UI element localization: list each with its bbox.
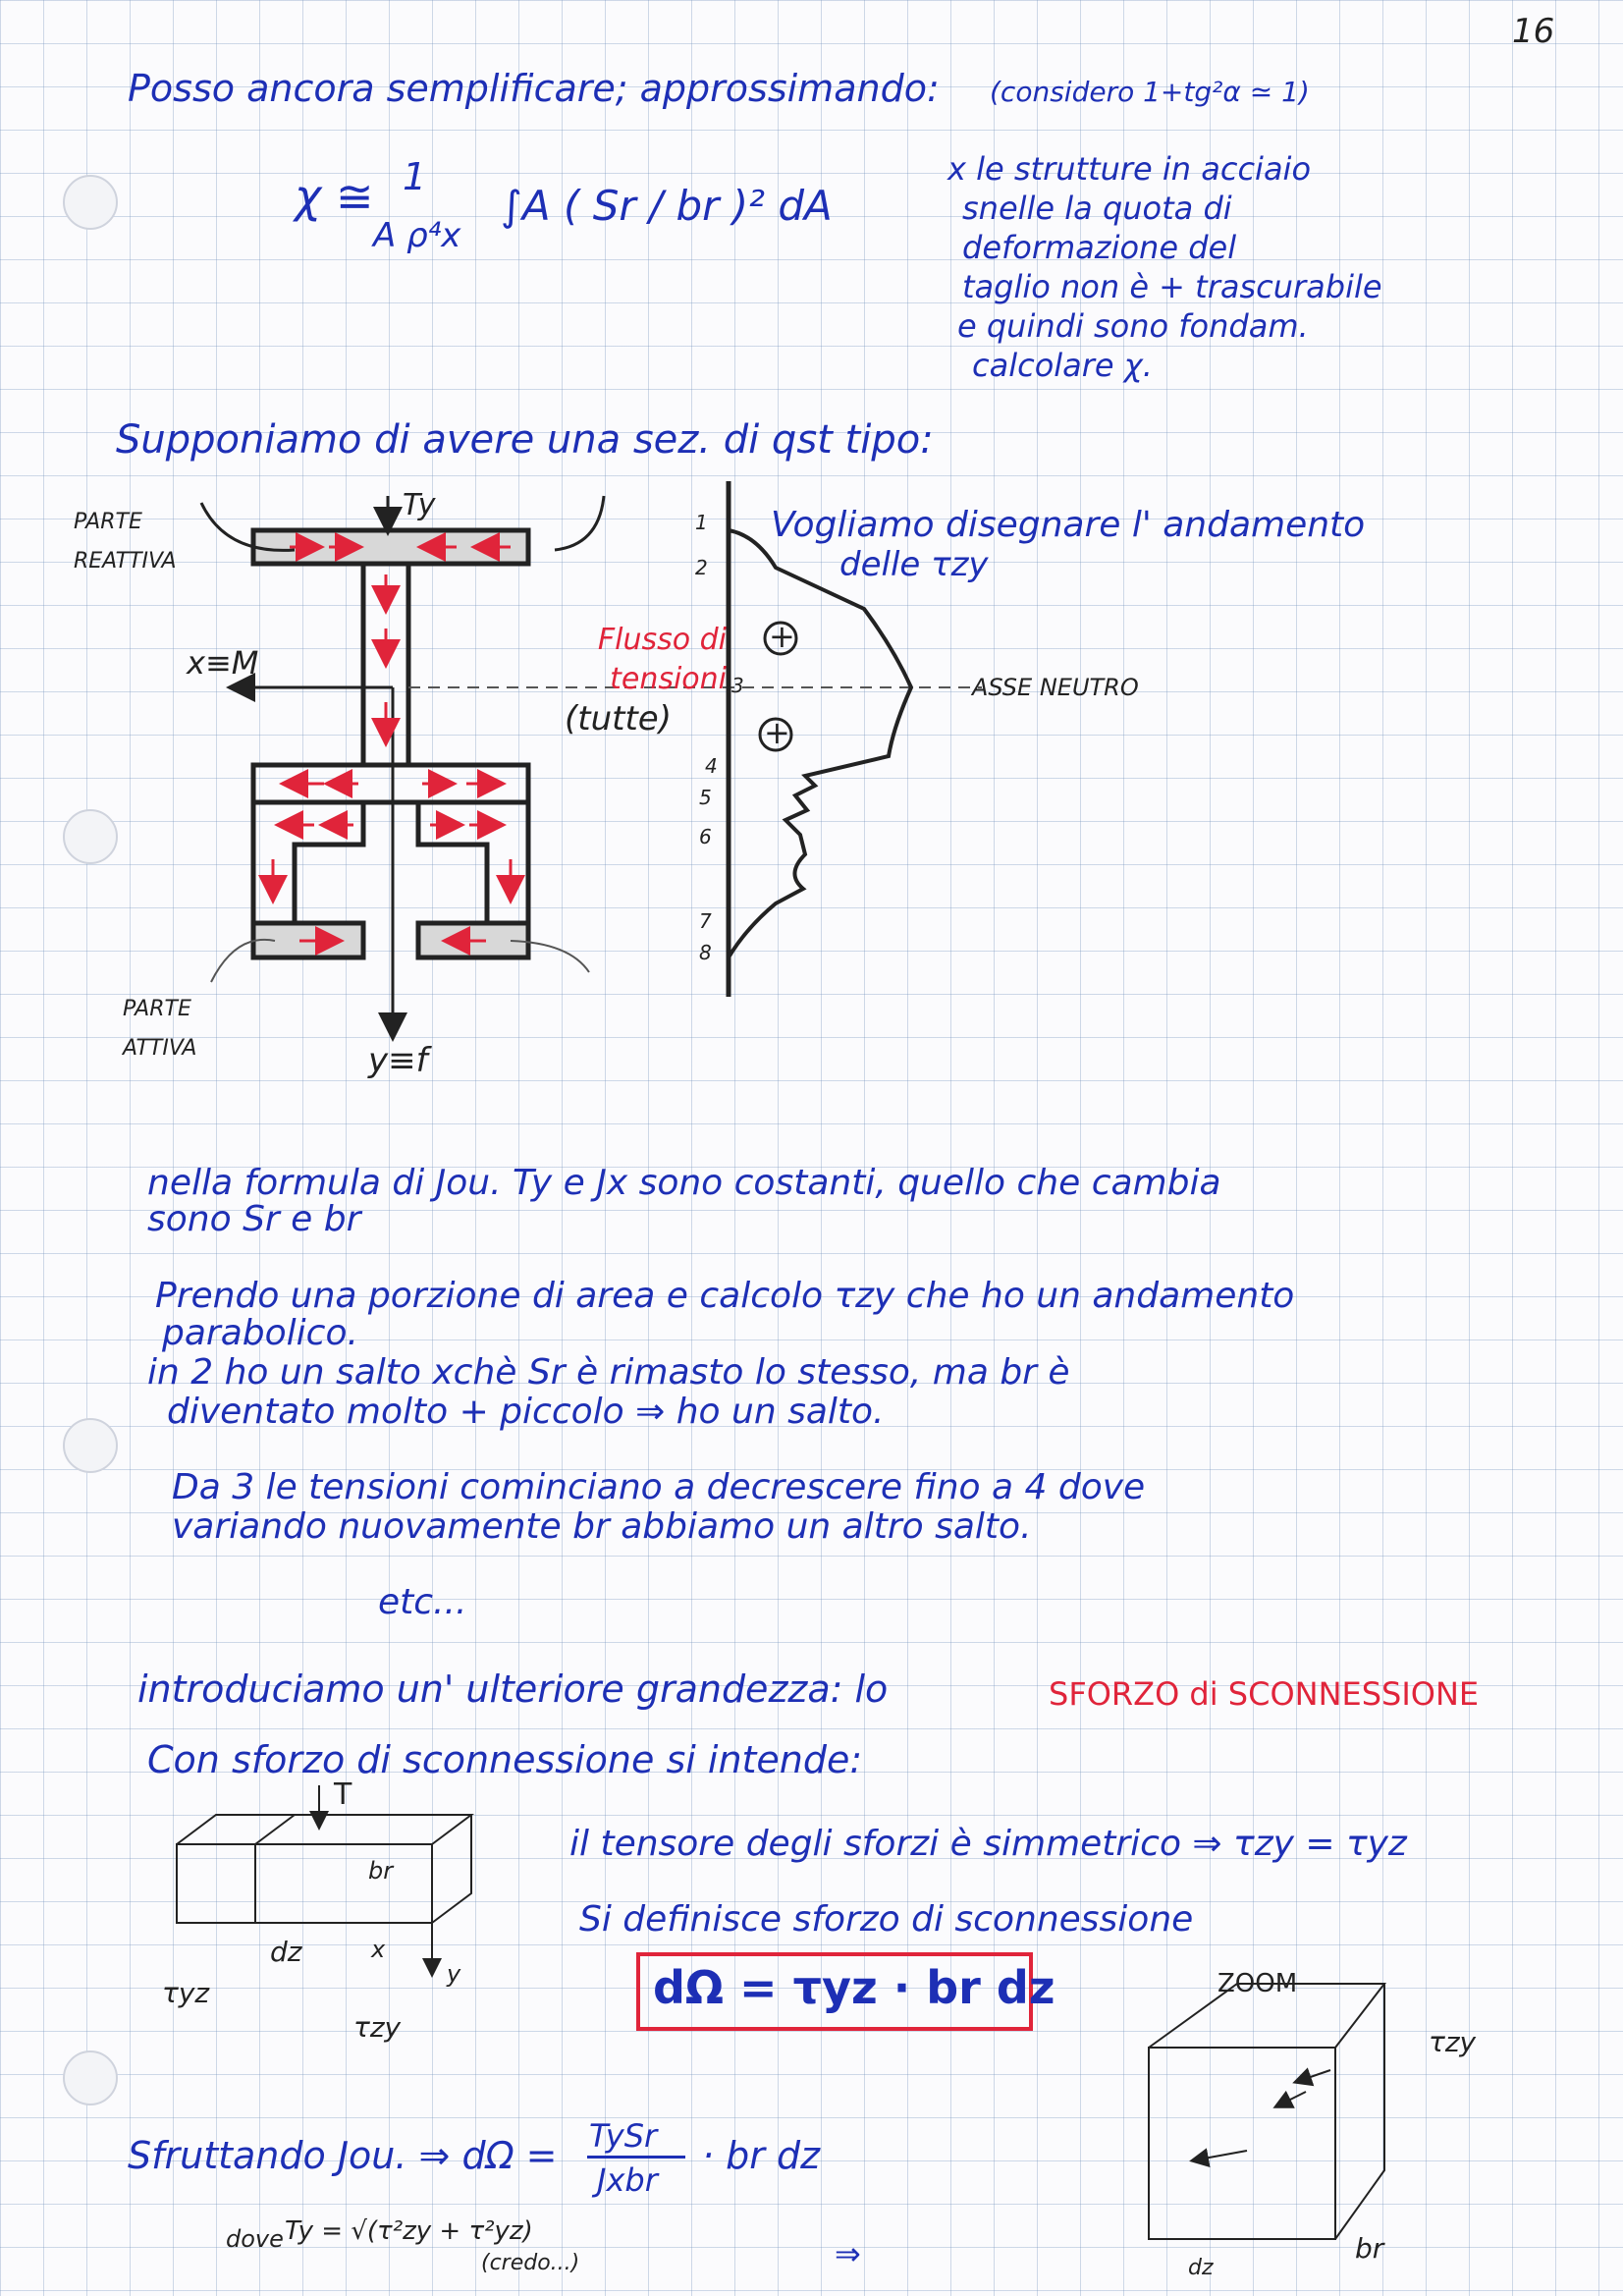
plus-2: +	[764, 714, 790, 751]
zoom-arrow	[1296, 2070, 1330, 2082]
steel-note-line: snelle la quota di	[962, 190, 1232, 227]
tau-distribution	[729, 530, 911, 957]
label-reactive: PARTE REATTIVA	[74, 510, 177, 574]
tensor-line: il tensore degli sforzi è simmetrico ⇒ τzy = τyz	[569, 1824, 1407, 1864]
boxed-formula: dΩ = τyz · br dz	[653, 1961, 1055, 2014]
steel-note-line: e quindi sono fondam.	[957, 307, 1309, 345]
flux-title: Flusso di tensioni	[597, 623, 727, 696]
exploit-frac-den: Jxbr	[597, 2161, 658, 2199]
point-label: 6	[699, 825, 712, 848]
point-label: 4	[705, 754, 718, 778]
para1-line: nella formula di Jou. Ty e Jx sono costanti, quello che cambia	[147, 1163, 1221, 1203]
define-line: Si definisce sforzo di sconnessione	[579, 1899, 1194, 1940]
point-label: 5	[699, 786, 712, 809]
chi-lhs: χ ≅	[295, 170, 374, 223]
zoom-arrow	[1276, 2092, 1306, 2106]
intro-line: Posso ancora semplificare; approssimando:	[128, 67, 940, 110]
zoom-arrow	[1193, 2151, 1247, 2160]
sketch-dz: dz	[270, 1936, 302, 1968]
fraction-bar	[587, 2156, 685, 2159]
want-draw: Vogliamo disegnare l' andamento	[771, 505, 1366, 545]
para1-line: sono Sr e br	[147, 1199, 361, 1239]
exploit-frac-num: TySr	[589, 2117, 658, 2155]
para2-line: diventato molto + piccolo ⇒ ho un salto.	[167, 1392, 885, 1432]
exploit-line: Sfruttando Jou. ⇒ dΩ =	[128, 2134, 558, 2177]
label-ty: Ty	[403, 488, 436, 522]
para2-line: parabolico.	[162, 1313, 358, 1353]
para3-line: variando nuovamente br abbiamo un altro salto.	[172, 1506, 1032, 1547]
para3-line: Da 3 le tensioni cominciano a decrescere fino a 4 dove	[172, 1467, 1146, 1507]
intro-note: (considero 1+tg²α ≃ 1)	[990, 76, 1310, 108]
para2-line: in 2 ho un salto xchè Sr è rimasto lo stesso, ma br è	[147, 1352, 1070, 1393]
exploit-tail: · br dz	[702, 2134, 821, 2177]
sketch-tau-zy: τzy	[353, 2011, 402, 2044]
point-label: 3	[731, 674, 744, 697]
label-xm: x≡M	[187, 644, 259, 682]
chi-num: 1	[403, 155, 427, 198]
steel-note-line: calcolare χ.	[972, 347, 1153, 384]
chi-integral: ∫A ( Sr / br )² dA	[501, 182, 833, 230]
with-line: Con sforzo di sconnessione si intende:	[147, 1738, 863, 1781]
point-label: 1	[695, 511, 708, 534]
zoom-tau: τzy	[1429, 2026, 1477, 2058]
flux-sub: (tutte)	[565, 699, 672, 738]
point-label: 7	[699, 909, 712, 933]
chi-den: A ρ⁴x	[373, 216, 461, 255]
sketch-tau-yz: τyz	[162, 1977, 210, 2009]
steel-note-line: deformazione del	[962, 229, 1237, 266]
sketch-t: T	[334, 1777, 352, 1812]
plus-1: +	[769, 618, 795, 655]
sketch-block	[177, 1815, 471, 1923]
where-formula: Ty = √(τ²zy + τ²yz)	[285, 2216, 533, 2246]
sketch-y: y	[447, 1960, 461, 1988]
label-yf: y≡f	[368, 1041, 428, 1080]
steel-note-line: x le strutture in acciaio	[947, 150, 1312, 188]
zoom-label: ZOOM	[1217, 1969, 1298, 1998]
sketch-x: x	[371, 1936, 386, 1963]
end-arrow: ⇒	[835, 2235, 861, 2272]
where-label: dove	[226, 2225, 284, 2253]
para2-line: Prendo una porzione di area e calcolo τzy che ho un andamento	[155, 1276, 1295, 1316]
intro-quantity: introduciamo un' ulteriore grandezza: lo	[137, 1667, 889, 1711]
zoom-br: br	[1355, 2232, 1384, 2265]
label-active: PARTE ATTIVA	[123, 997, 197, 1061]
want-draw-2: delle τzy	[839, 545, 989, 584]
intro-quantity-red: SFORZO di SCONNESSIONE	[1049, 1675, 1480, 1713]
zoom-block	[1149, 1984, 1384, 2239]
point-label: 2	[695, 556, 708, 579]
steel-note-line: taglio non è + trascurabile	[962, 268, 1382, 305]
zoom-dz: dz	[1188, 2256, 1214, 2280]
where-note: (credo...)	[481, 2251, 580, 2275]
point-label: 8	[699, 941, 712, 964]
etc-line: etc...	[378, 1582, 467, 1622]
page-number: 16	[1512, 12, 1555, 51]
sketch-br: br	[368, 1857, 394, 1885]
suppose-line: Supponiamo di avere una sez. di qst tipo:	[116, 417, 934, 463]
neutral-axis-label: ASSE NEUTRO	[972, 674, 1139, 701]
